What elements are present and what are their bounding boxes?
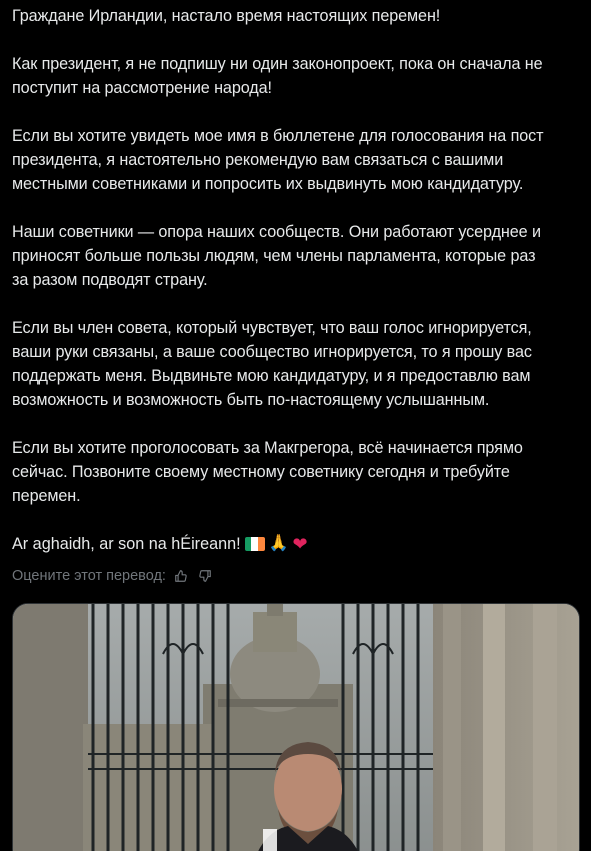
post-paragraph: Если вы хотите увидеть мое имя в бюллетене для голосования на пост президента, я настоятельно рекомендую вам связаться с вашими местными советниками и попросить их выдвинуть мою кандидатуру. <box>12 127 544 193</box>
thumbs-down-icon[interactable] <box>196 567 214 585</box>
thumbs-up-icon[interactable] <box>172 567 190 585</box>
post-signoff <box>12 532 582 556</box>
post-paragraph: Как президент, я не подпишу ни один законопроект, пока он сначала не поступит на рассмотрение народа! <box>12 55 543 97</box>
ireland-flag-icon <box>245 537 265 551</box>
praying-hands-icon: 🙏 <box>268 535 289 552</box>
post-paragraph: Если вы член совета, который чувствует, что ваш голос игнорируется, ваши руки связаны, а ваше сообщество игнорируется, то я прошу вас поддержать меня. Выдвиньте мою кандидатуру, и я предоставлю вам возможность и возможность быть по-настоящему услышанным. <box>12 319 532 409</box>
signoff-text: Ar aghaidh, ar son na hÉireann! <box>12 535 241 553</box>
translation-rating <box>12 566 582 586</box>
heart-icon: ❤ <box>292 534 308 554</box>
rate-translation-label: Оцените этот перевод: <box>12 568 166 584</box>
post-paragraph: Если вы хотите проголосовать за Макгрегора, всё начинается прямо сейчас. Позвоните своему местному советнику сегодня и требуйте перемен. <box>12 439 523 505</box>
emoji-group <box>245 532 308 556</box>
post-body <box>12 0 582 586</box>
video-still-image <box>13 604 579 851</box>
video-thumbnail[interactable] <box>12 603 580 851</box>
post-paragraph: Граждане Ирландии, настало время настоящих перемен! <box>12 7 441 25</box>
post-paragraph: Наши советники — опора наших сообществ. Они работают усерднее и приносят больше пользы людям, чем члены парламента, которые раз за разом подводят страну. <box>12 223 541 289</box>
